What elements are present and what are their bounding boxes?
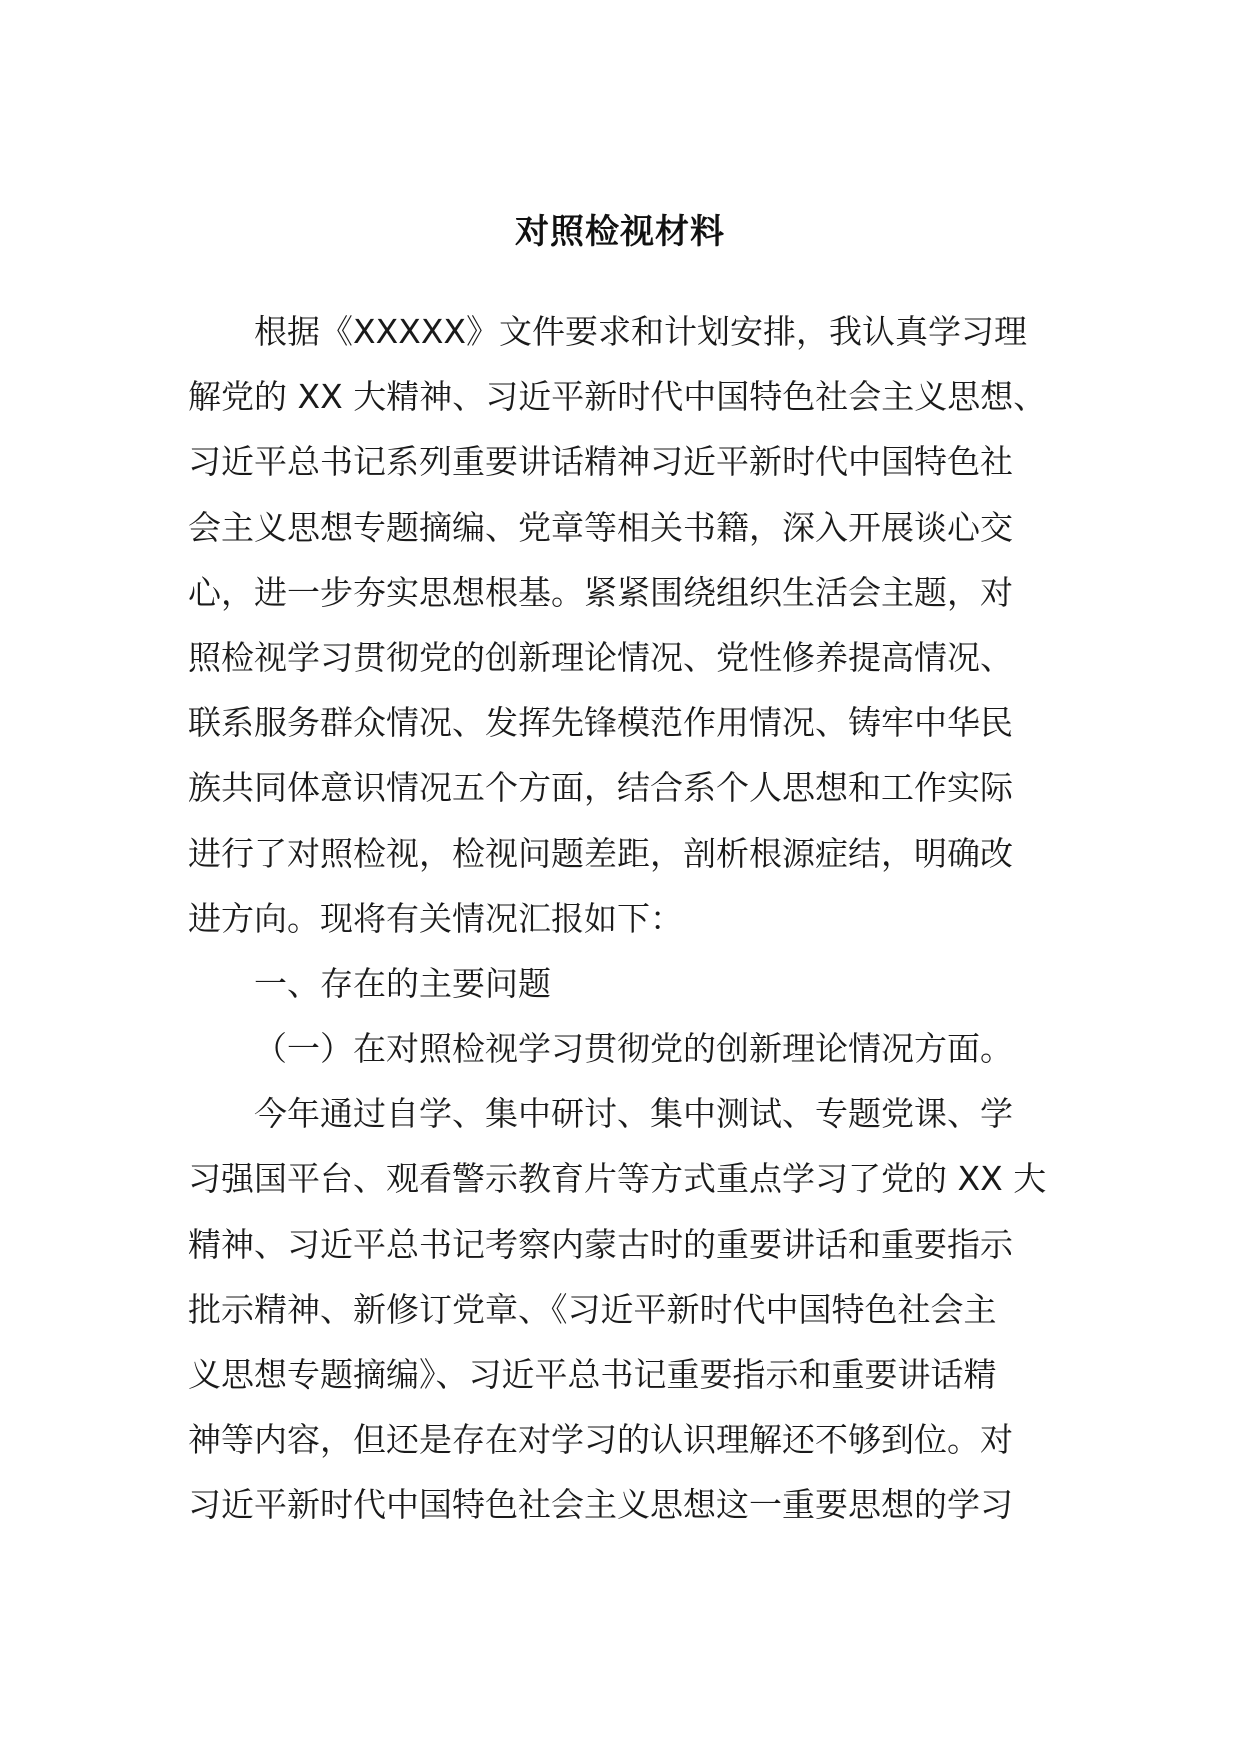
paragraph-study-line: 义思想专题摘编》、习近平总书记重要指示和重要讲话精 bbox=[188, 1355, 997, 1394]
paragraph-intro-line: 心，进一步夯实思想根基。紧紧围绕组织生活会主题，对 bbox=[188, 572, 1013, 612]
paragraph-study-line: 精神、习近平总书记考察内蒙古时的重要讲话和重要指示 bbox=[188, 1224, 1013, 1264]
section-heading: 一、存在的主要问题 bbox=[254, 963, 551, 1003]
paragraph-intro-line: 根据《XXXXX》文件要求和计划安排，我认真学习理 bbox=[254, 312, 1028, 351]
paragraph-intro-line: 照检视学习贯彻党的创新理论情况、党性修养提高情况、 bbox=[188, 637, 1013, 677]
paragraph-intro-line: 会主义思想专题摘编、党章等相关书籍，深入开展谈心交 bbox=[188, 507, 1013, 547]
subsection-heading: （一）在对照检视学习贯彻党的创新理论情况方面。 bbox=[254, 1029, 1013, 1069]
document-title: 对照检视材料 bbox=[515, 212, 725, 252]
paragraph-intro-line: 族共同体意识情况五个方面，结合系个人思想和工作实际 bbox=[188, 768, 1013, 808]
paragraph-intro-line: 进行了对照检视，检视问题差距，剖析根源症结，明确改 bbox=[188, 833, 1013, 873]
paragraph-study-line: 习近平新时代中国特色社会主义思想这一重要思想的学习 bbox=[188, 1485, 1013, 1525]
paragraph-intro-line: 进方向。现将有关情况汇报如下： bbox=[188, 898, 683, 938]
paragraph-intro-line: 解党的 XX 大精神、习近平新时代中国特色社会主义思想、 bbox=[188, 377, 1047, 417]
paragraph-study-line: 今年通过自学、集中研讨、集中测试、专题党课、学 bbox=[254, 1094, 1013, 1134]
paragraph-study-line: 神等内容，但还是存在对学习的认识理解还不够到位。对 bbox=[188, 1420, 1013, 1460]
paragraph-study-line: 批示精神、新修订党章、《习近平新时代中国特色社会主 bbox=[188, 1289, 997, 1329]
paragraph-intro-line: 习近平总书记系列重要讲话精神习近平新时代中国特色社 bbox=[188, 442, 1013, 482]
paragraph-study-line: 习强国平台、观看警示教育片等方式重点学习了党的 XX 大 bbox=[188, 1159, 1047, 1199]
document-body bbox=[188, 299, 1068, 1538]
paragraph-intro-line: 联系服务群众情况、发挥先锋模范作用情况、铸牢中华民 bbox=[188, 703, 1013, 743]
